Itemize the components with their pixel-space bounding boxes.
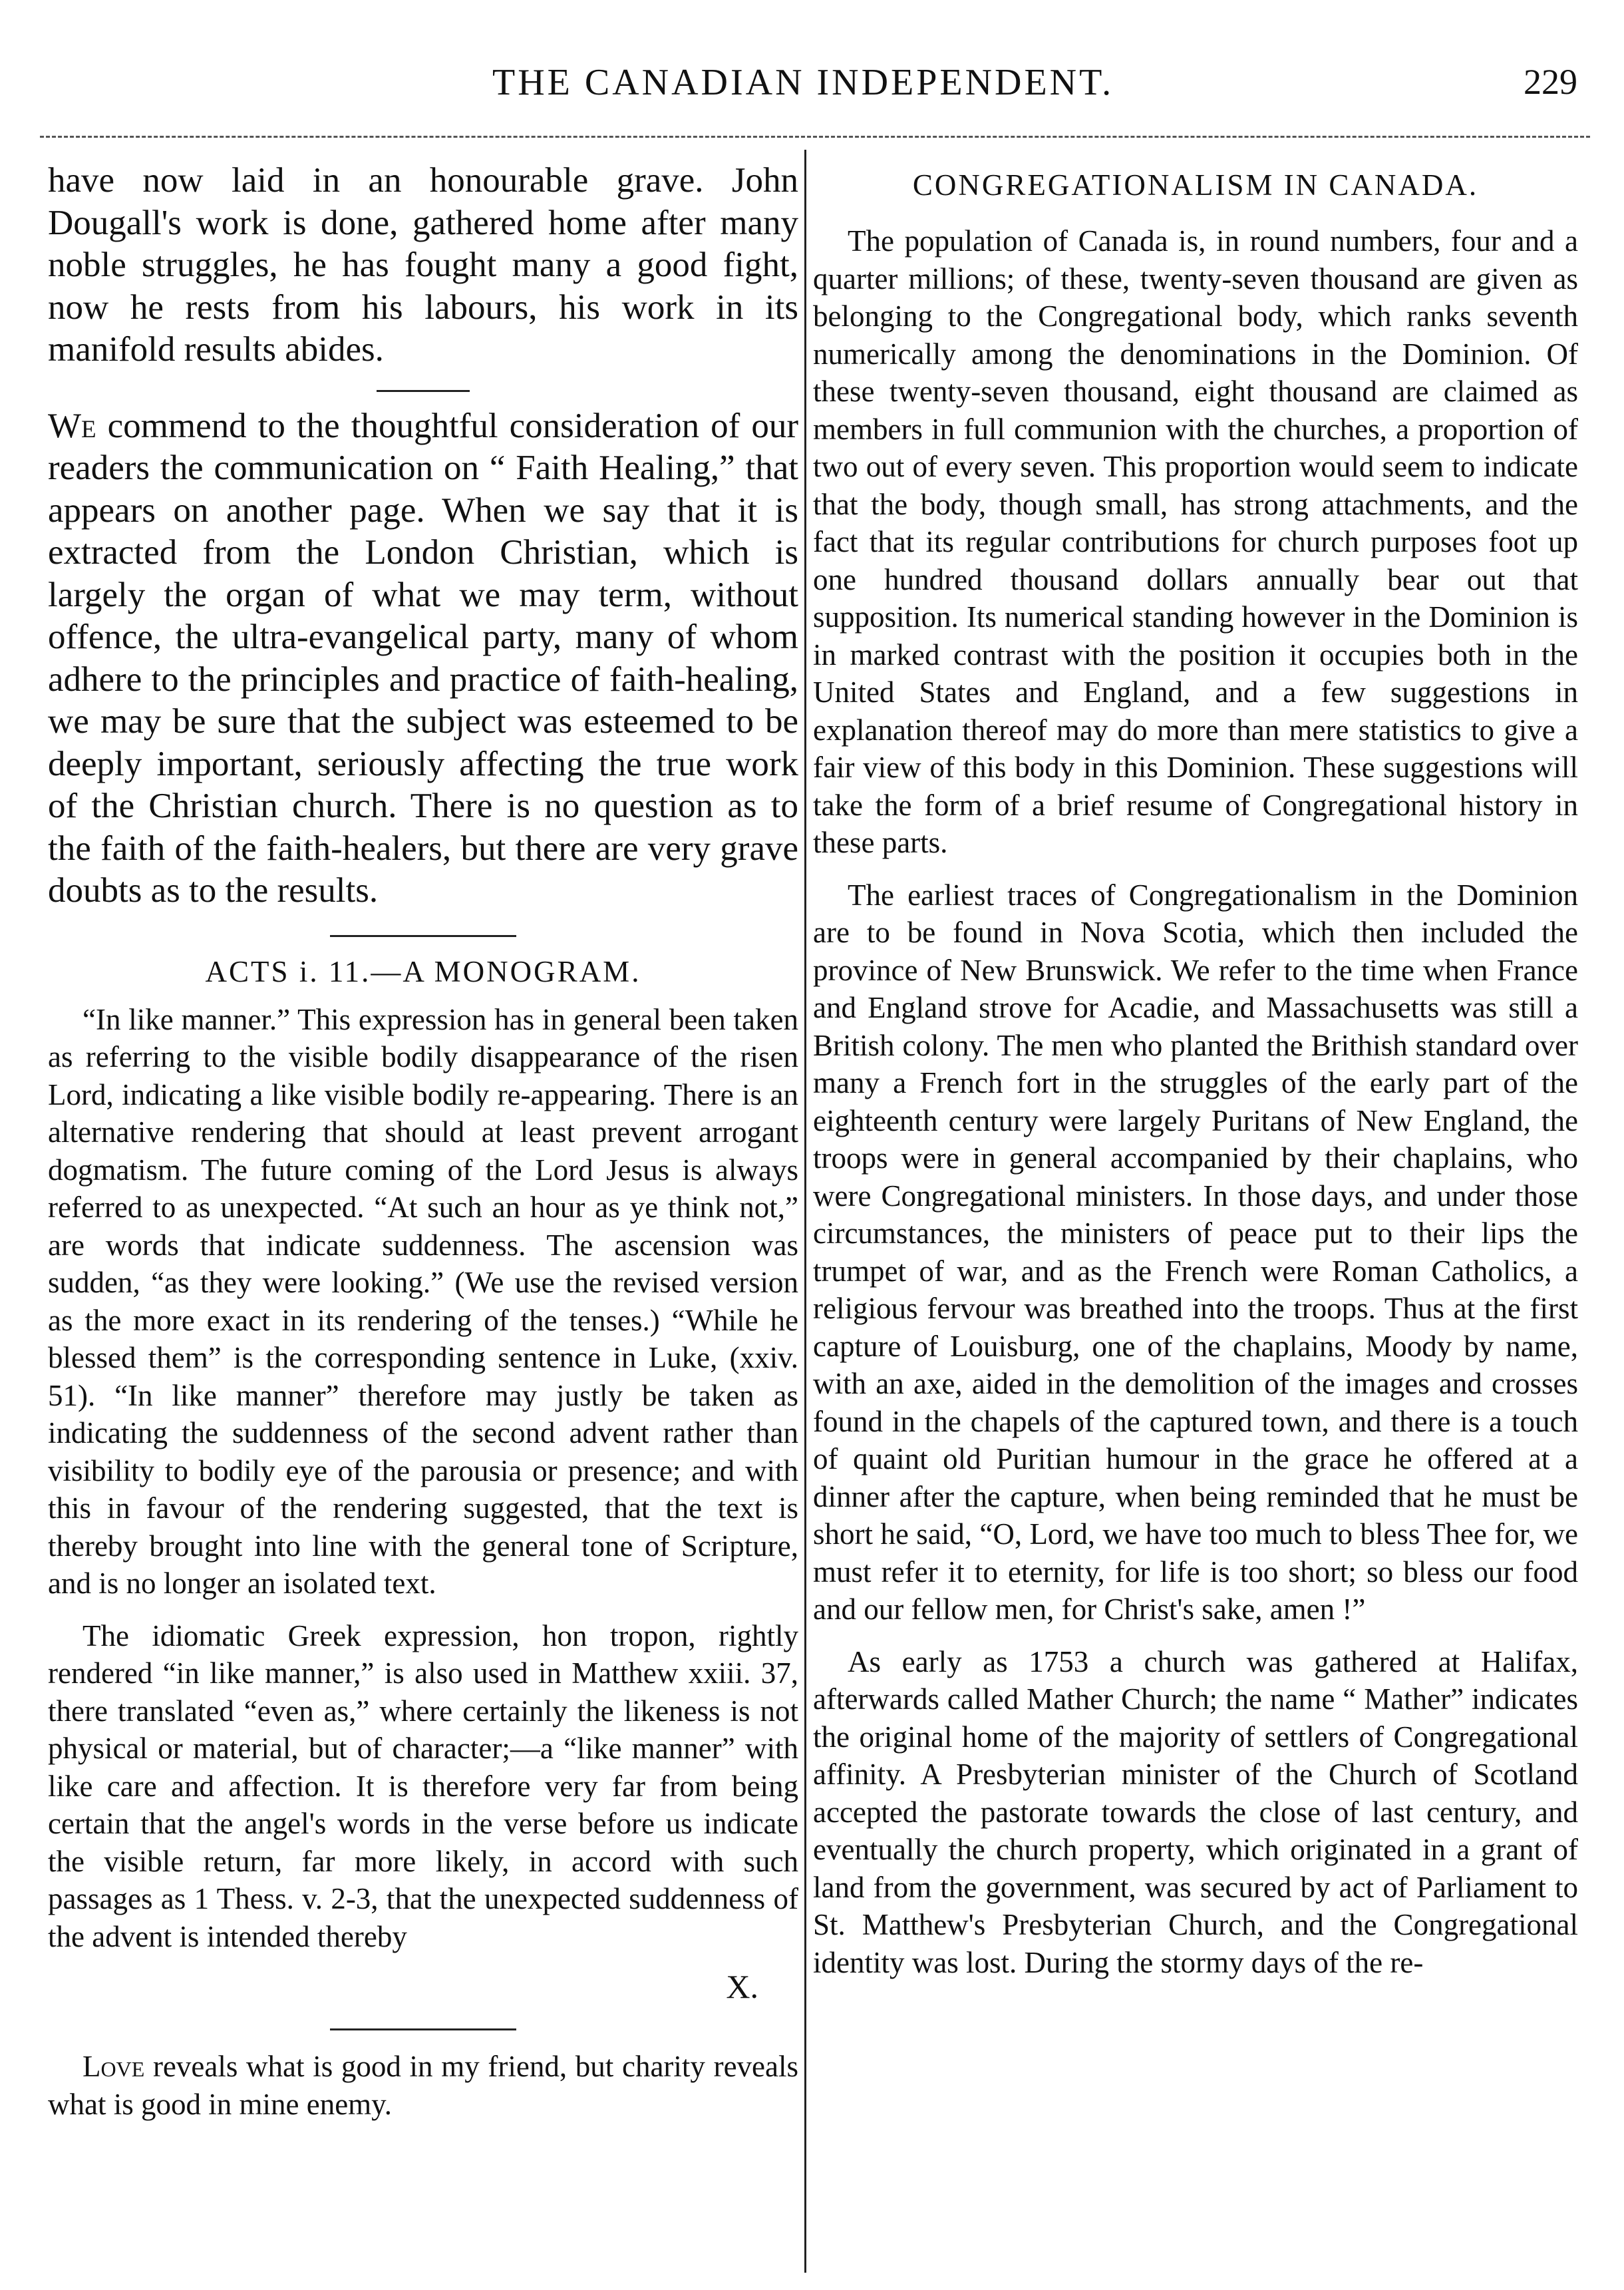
monogram-paragraph: “In like manner.” This expression has in general been taken as referring to the visible bodily disappearance of the risen Lord, indicating a like visible bodily re-appearing. There is an alternative rendering that should at least prevent arrogant dogmatism. The future coming of the Lord Jesus is always referred to as unexpected. “At such an hour as ye think not,” are words that indicate suddenness. The ascension was sudden, “as they were looking.” (We use the revised version as the more exact in its rendering of the tenses.) “While he blessed them” is the corresponding sentence in Luke, (xxiv. 51). “In like manner” therefore may justly be taken as indicating the suddenness of the second advent rather than visibility to bodily eye of the parousia or presence; and with this in favour of the rendering suggested, that the text is thereby brought into line with the general tone of Scripture, and is no longer an isolated text. — [48, 1002, 798, 1600]
monogram-title: ACTS i. 11.—A MONOGRAM. — [205, 954, 641, 988]
article-title: CONGREGATIONALISM IN CANADA. — [912, 168, 1479, 202]
monogram-signature: X. — [726, 1968, 758, 2005]
faith-healing-text: commend to the thoughtful consideration of our readers the communication on “ Faith Healing,” that appears on another page. When we say that it is extracted from the London Christian, which is largely the organ of what we may term, without offence, the ultra-evangelical party, many of whom adhere to the principles and practice of faith-healing, we may be sure that the subject was esteemed to be deeply important, seriously affecting the true work of the Christian church. There is no question as to the faith of the faith-healers, but there are very grave doubts as to the results. — [48, 406, 798, 910]
left-column — [48, 160, 798, 2269]
section-rule — [377, 390, 470, 392]
love-smallcaps: Love — [82, 2050, 145, 2083]
article-paragraph: The earliest traces of Congregationalism in the Dominion are to be found in Nova Scotia, which then included the province of New Brunswick. We refer to the time when France and England strove for Acadie, and Massachusetts was still a British colony. The men who planted the Brithish standard over many a French fort in the struggles of the early part of the eighteenth century were largely Puritans of New England, the troops were in general accompanied by their chaplains, who were Congregational ministers. In those days, and under those circumstances, the ministers of peace put to their lips the trumpet of war, and as the French were Roman Catholics, a religious fervour was breathed into the troops. Thus at the first capture of Louisburg, one of the chaplains, Moody by name, with an axe, aided in the demolition of the images and crosses found in the chapels of the captured town, and there is a touch of quaint old Puritian humour in the grace he offered at a dinner after the capture, when being reminded that he must be short he said, “O, Lord, we have too much to bless Thee for, we must refer it to eternity, for life is too short; so bless our food and our fellow men, for Christ's sake, amen !” — [813, 878, 1578, 1626]
love-maxim — [48, 2048, 798, 2123]
section-rule — [330, 2028, 516, 2030]
column-divider — [804, 150, 806, 2273]
monogram-body — [48, 1001, 798, 1956]
obituary-carryover: have now laid in an honourable grave. John Dougall's work is done, gathered home after many noble struggles, he has fought many a good fight, now he rests from his labours, his work in its manifold results abides. — [48, 161, 798, 369]
love-text: reveals what is good in my friend, but charity reveals what is good in mine enemy. — [48, 2050, 798, 2121]
monogram-paragraph: The idiomatic Greek expression, hon tropon, rightly rendered “in like manner,” is also used in Matthew xxiii. 37, there translated “even as,” where certainly the likeness is not physical or material, but of character;—a “like manner” with like care and affection. It is therefore very far from being certain that the angel's words in the verse before us indicate the visible return, far more likely, in accord with such passages as 1 Thess. v. 2-3, that the unexpected suddenness of the advent is intended thereby — [48, 1619, 798, 1953]
running-head: THE CANADIAN INDEPENDENT. — [492, 62, 1114, 103]
section-rule — [330, 935, 516, 937]
dropcap-word: We — [48, 406, 96, 445]
article-paragraph: As early as 1753 a church was gathered at Halifax, afterwards called Mather Church; the name “ Mather” indicates the original home of the majority of settlers of Congregational affinity. A Presbyterian minister of the Church of Scotland accepted the pastorate towards the close of last century, and eventually the church property, which originated in a grant of land from the government, was secured by act of Parliament to St. Matthew's Presbyterian Church, and the Congregational identity was lost. During the stormy days of the re- — [813, 1644, 1578, 1979]
article-paragraph: The population of Canada is, in round numbers, four and a quarter millions; of these, twenty-seven thousand are given as belonging to the Congregational body, which ranks seventh numerically among the denominations in the Dominion. Of these twenty-seven thousand, eight thousand are claimed as members in full communion with the churches, a proportion of two out of every seven. This proportion would seem to indicate that the body, though small, has strong attachments, and the fact that its regular contributions for church purposes foot up one hundred thousand dollars annually bear out that supposition. Its numerical standing however in the Dominion is in marked contrast with the position it occupies both in the United States and England, and a few suggestions in explanation thereof may do more than mere statistics to give a fair view of this body in this Dominion. These suggestions will take the form of a brief resume of Congregational history in these parts. — [813, 224, 1578, 859]
header-rule — [40, 136, 1590, 138]
faith-healing-paragraph — [48, 405, 798, 912]
right-column — [813, 160, 1578, 2269]
article-body — [813, 222, 1578, 1981]
love-paragraph — [48, 2048, 798, 2123]
page-number: 229 — [1524, 62, 1577, 102]
